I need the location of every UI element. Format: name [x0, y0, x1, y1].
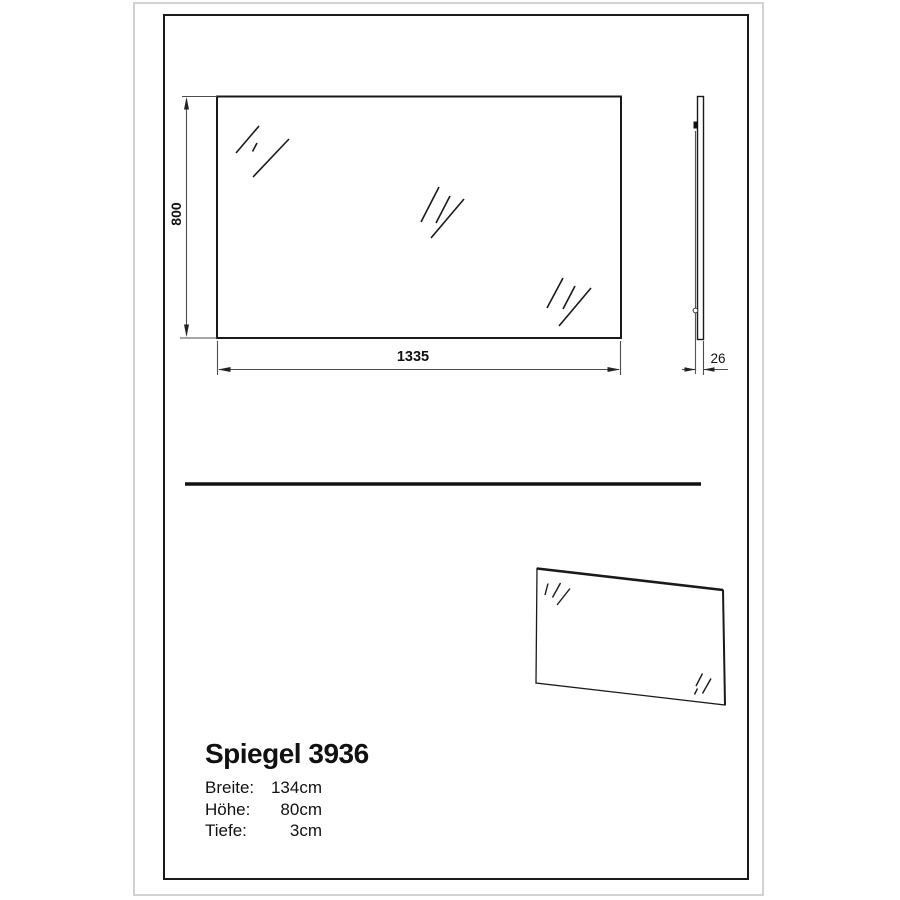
arrowhead-up-icon [184, 97, 189, 110]
height-dimension-label: 800 [168, 202, 184, 226]
mounting-bracket [694, 122, 699, 129]
spec-value: 134cm [270, 778, 322, 797]
page-title: Spiegel 3936 [205, 738, 369, 769]
dimension-height [180, 97, 217, 339]
arrowhead-right-icon [608, 367, 621, 372]
width-dimension-label: 1335 [396, 349, 430, 365]
mounting-screw [693, 308, 698, 313]
spec-row-tiefe [205, 820, 322, 842]
spec-value: 80cm [280, 799, 322, 819]
spec-label: Tiefe: [205, 821, 247, 840]
arrowhead-left-icon [218, 367, 231, 372]
spec-row-breite [205, 777, 322, 799]
spec-table [205, 777, 322, 842]
front-view [217, 97, 621, 339]
arrowhead-down-icon [184, 325, 189, 338]
arrowhead-left-icon [704, 367, 715, 372]
depth-dimension-label: 26 [710, 351, 726, 366]
spec-row-hoehe [205, 799, 322, 821]
perspective-view [536, 569, 725, 706]
side-view [693, 97, 703, 375]
spec-label: Höhe: [205, 799, 251, 819]
spec-label: Breite: [205, 778, 255, 797]
spec-value: 3cm [289, 821, 322, 840]
title-block [205, 738, 425, 842]
mirror-edge-outline [698, 97, 704, 340]
arrowhead-right-icon [685, 367, 696, 372]
mirror-front-outline [217, 97, 621, 339]
